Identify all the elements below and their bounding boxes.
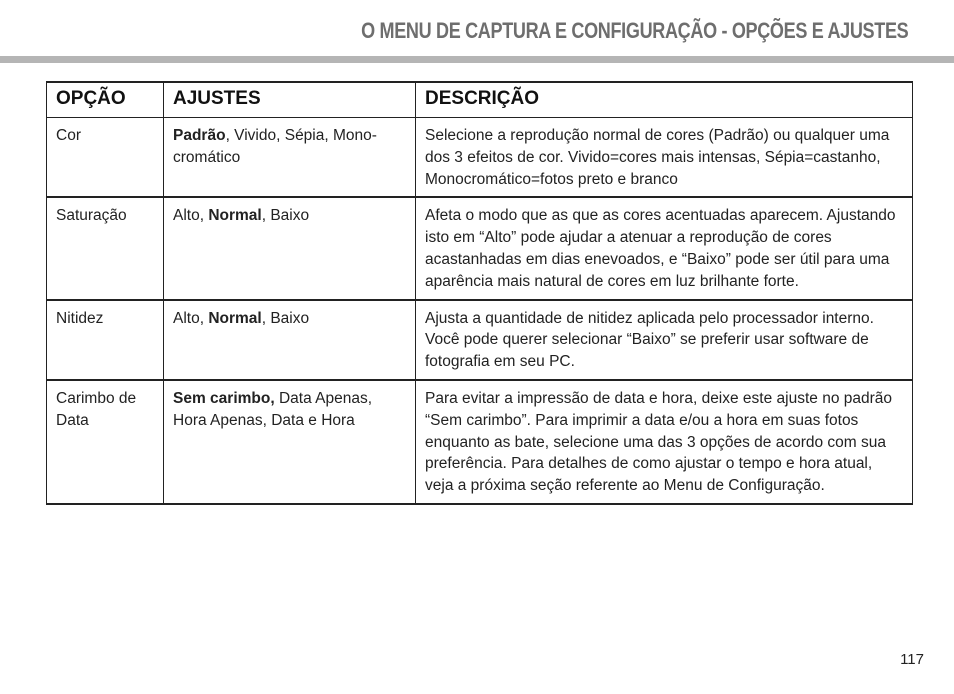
- column-header-description: DESCRIÇÃO: [416, 82, 913, 118]
- column-header-option: OPÇÃO: [47, 82, 164, 118]
- page-title: O MENU DE CAPTURA E CONFIGURAÇÃO - OPÇÕES E AJUSTES: [360, 18, 908, 43]
- option-cell: Saturação: [47, 197, 164, 299]
- other-settings: , Baixo: [261, 309, 310, 327]
- default-setting: Normal: [208, 309, 262, 327]
- settings-cell: [164, 380, 416, 504]
- title-divider: [0, 56, 954, 63]
- settings-cell: [164, 197, 416, 299]
- table-row: [47, 118, 913, 198]
- settings-cell: [164, 118, 416, 198]
- description-cell: Afeta o modo que as que as cores acentuadas aparecem. Ajustando isto em “Alto” pode ajudar a atenuar a reprodução de cores acastanhadas em dias enevoados, e “Baixo” pode ser útil para uma aparência mais natural de cores em luz brilhante forte.: [416, 197, 913, 299]
- column-header-settings: AJUSTES: [164, 82, 416, 118]
- page-number: 117: [900, 651, 924, 668]
- options-table: [46, 81, 913, 505]
- option-cell: Cor: [47, 118, 164, 198]
- settings-cell: [164, 300, 416, 380]
- table-row: [47, 380, 913, 504]
- table-row: [47, 300, 913, 380]
- leading-settings: Alto,: [173, 207, 209, 225]
- description-cell: Selecione a reprodução normal de cores (Padrão) ou qualquer uma dos 3 efeitos de cor. Vivido=cores mais intensas, Sépia=castanho, Monocromático=fotos preto e branco: [416, 118, 913, 198]
- option-cell: Carimbo de Data: [47, 380, 164, 504]
- option-cell: Nitidez: [47, 300, 164, 380]
- other-settings: , Vivido, Sépia, Mono-cromático: [173, 127, 377, 166]
- description-cell: Ajusta a quantidade de nitidez aplicada pelo processador interno. Você pode querer selecionar “Baixo” se preferir usar software de fotografia em seu PC.: [416, 300, 913, 380]
- leading-settings: Alto,: [173, 309, 209, 327]
- table-row: [47, 197, 913, 299]
- description-cell: Para evitar a impressão de data e hora, deixe este ajuste no padrão “Sem carimbo”. Para imprimir a data e/ou a hora em suas fotos enquanto as bate, selecione uma das 3 opções de acordo com sua preferência. Para detalhes de como ajustar o tempo e hora atual, veja a próxima seção referente ao Menu de Configuração.: [416, 380, 913, 504]
- default-setting: Padrão: [173, 127, 226, 144]
- other-settings: , Baixo: [261, 207, 310, 225]
- table-header-row: [47, 82, 913, 118]
- other-settings: Data Apenas, Hora Apenas, Data e Hora: [173, 389, 373, 429]
- default-setting: Normal: [208, 207, 262, 225]
- default-setting: Sem carimbo,: [173, 389, 275, 407]
